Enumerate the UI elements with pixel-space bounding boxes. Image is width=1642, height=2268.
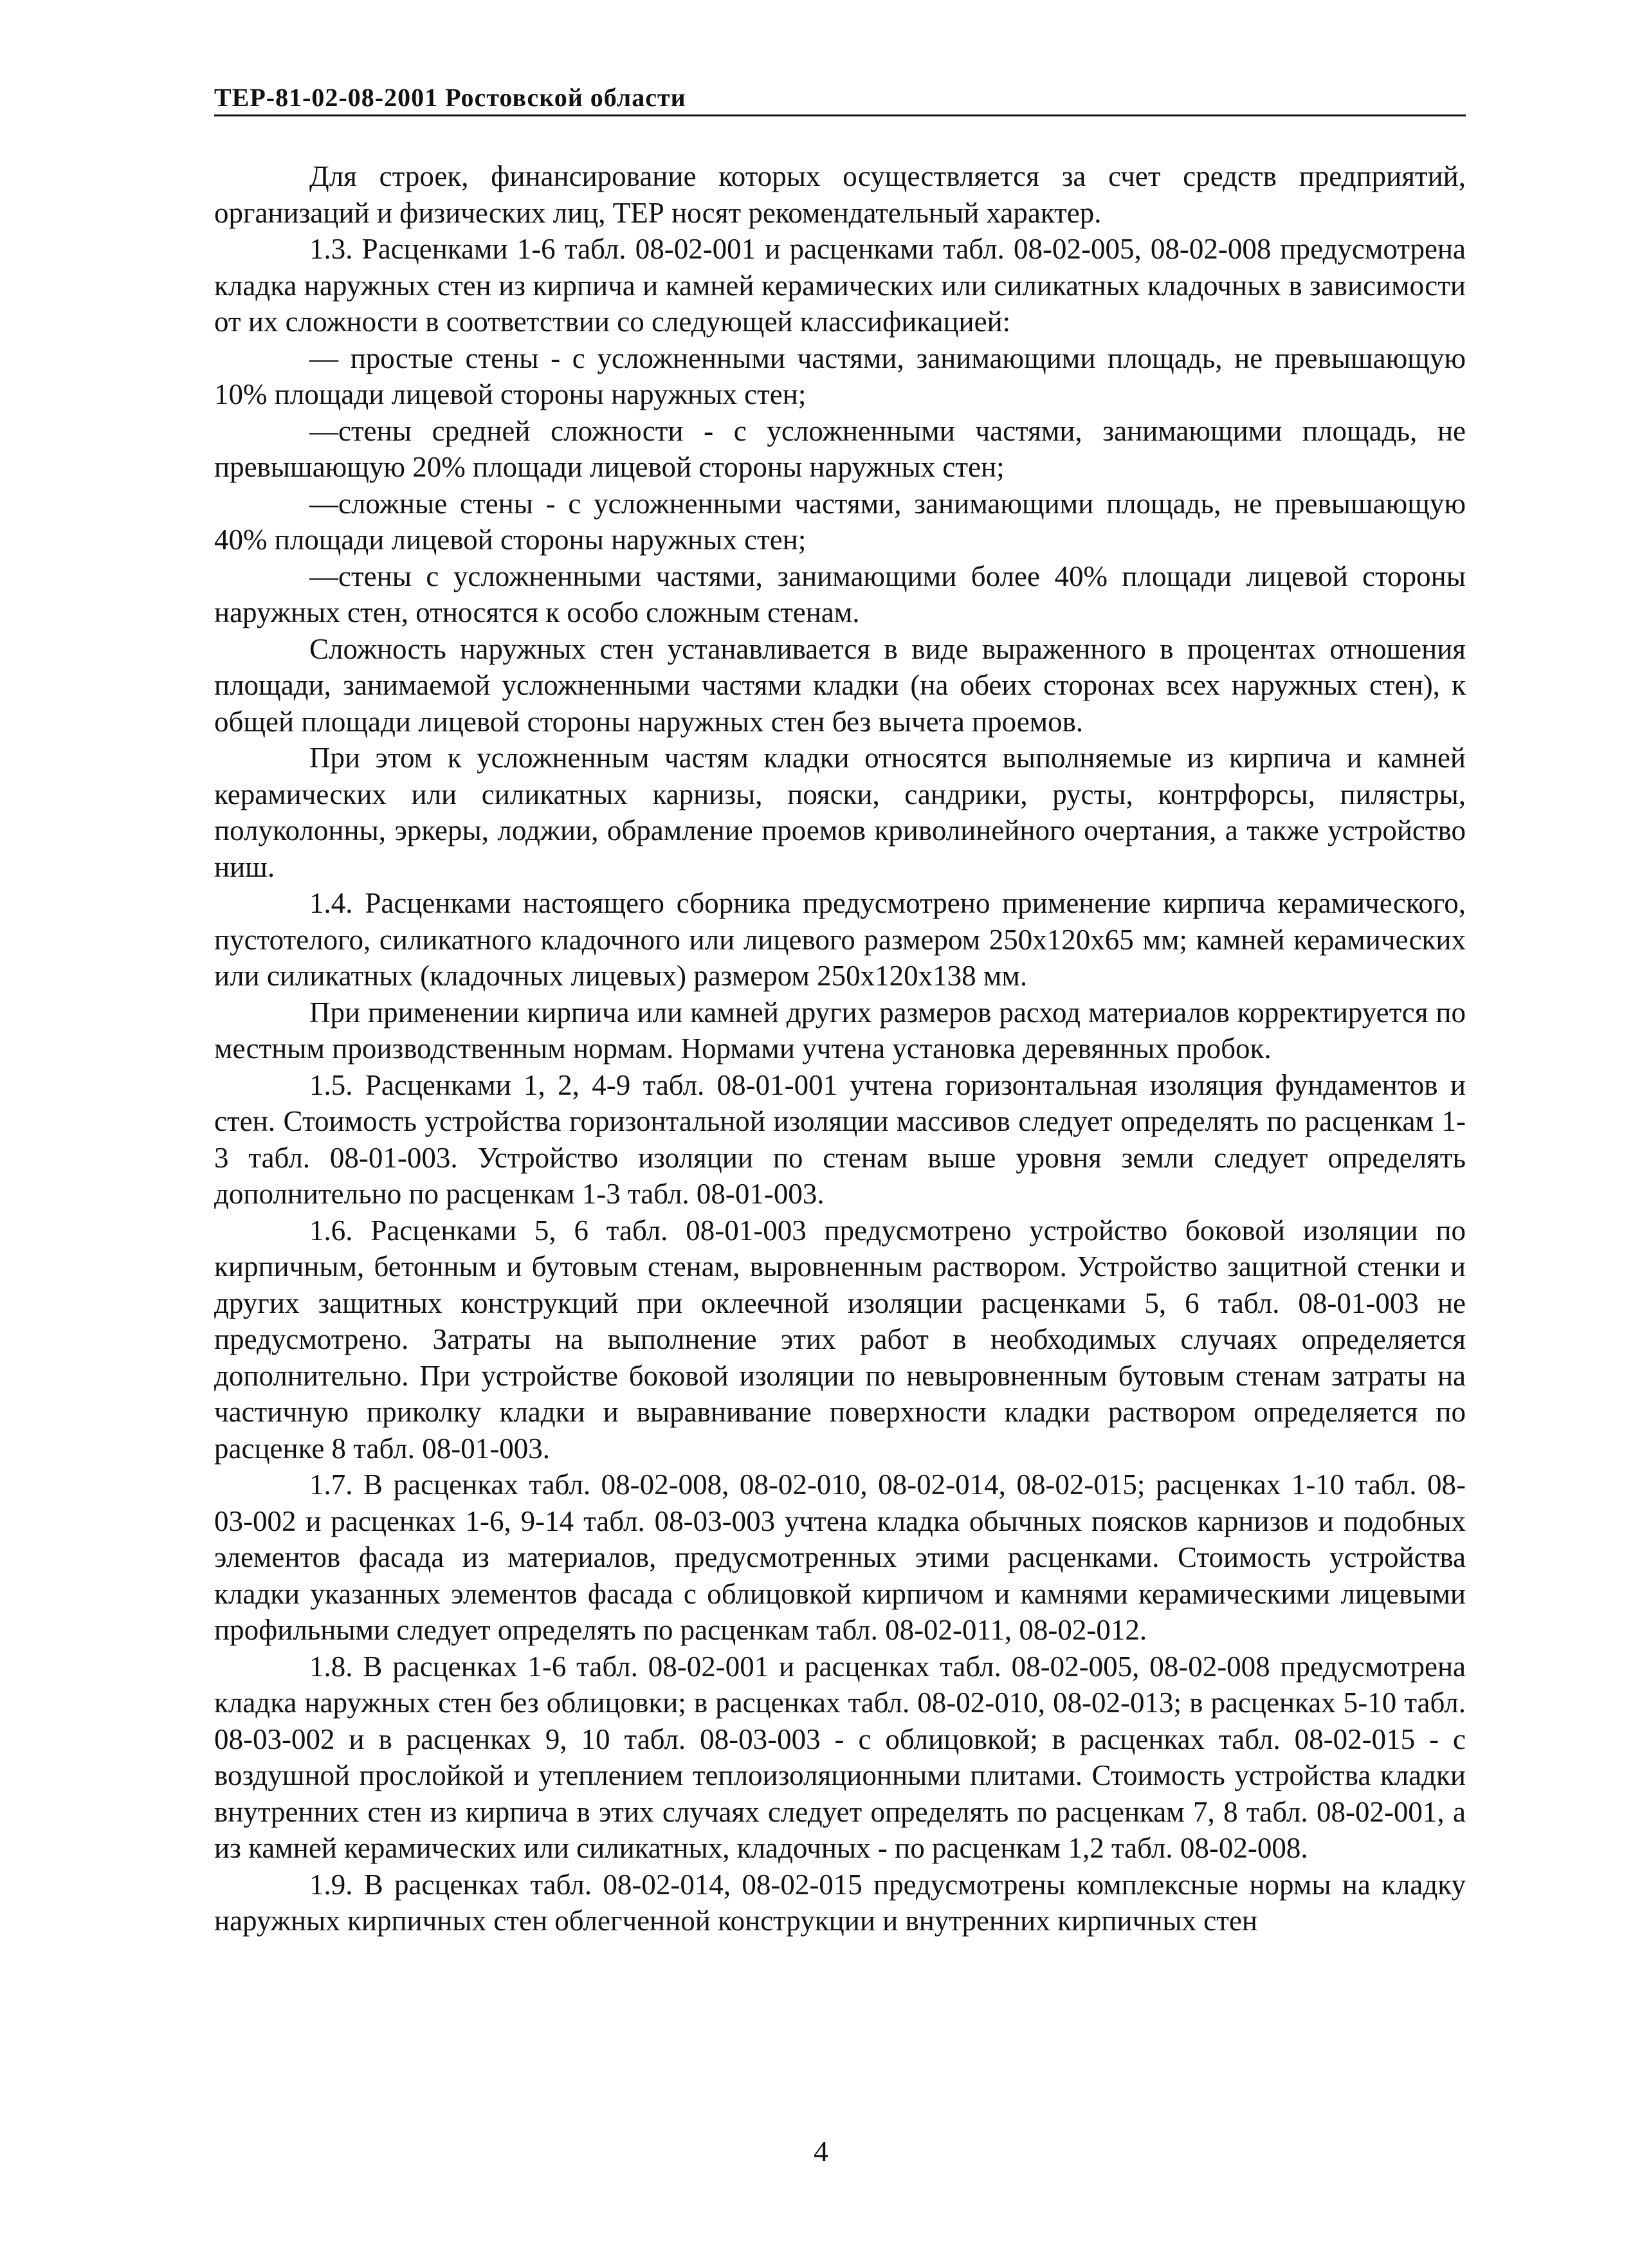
page-number: 4	[814, 2135, 828, 2168]
document-header	[214, 82, 1466, 116]
paragraph: Сложность наружных стен устанавливается в виде выраженного в процентах отношения площади, занимаемой усложненными частями кладки (на обеих сторонах всех наружных стен), к общей площади лицевой стороны наружных стен без вычета проемов.	[214, 632, 1466, 738]
paragraph: 1.4. Расценками настоящего сборника предусмотрено применение кирпича керамического, пустотелого, силикатного кладочного или лицевого размером 250х120х65 мм; камней керамических или силикатных (кладочных лицевых) размером 250х120х138 мм.	[214, 887, 1466, 992]
paragraph: 1.7. В расценках табл. 08-02-008, 08-02-010, 08-02-014, 08-02-015; расценках 1-10 табл. 08-03-002 и расценках 1-6, 9-14 табл. 08-03-003 учтена кладка обычных поясков карнизов и подобных элементов фасада из материалов, предусмотренных этими расценками. Стоимость устройства кладки указанных элементов фасада с облицовкой кирпичом и камнями керамическими лицевыми профильными следует определять по расценкам табл. 08-02-011, 08-02-012.	[214, 1468, 1466, 1646]
list-item: — простые стены - с усложненными частями, занимающими площадь, не превышающую 10% площади лицевой стороны наружных стен;	[214, 342, 1466, 410]
paragraph: 1.9. В расценках табл. 08-02-014, 08-02-015 предусмотрены комплексные нормы на кладку наружных кирпичных стен облегченной конструкции и внутренних кирпичных стен	[214, 1868, 1466, 1937]
paragraph: Для строек, финансирование которых осуществляется за счет средств предприятий, организаций и физических лиц, ТЕР носят рекомендательный характер.	[214, 160, 1466, 229]
list-item: —сложные стены - с усложненными частями, занимающими площадь, не превышающую 40% площади лицевой стороны наружных стен;	[214, 487, 1466, 556]
paragraph: 1.3. Расценками 1-6 табл. 08-02-001 и расценками табл. 08-02-005, 08-02-008 предусмотрена кладка наружных стен из кирпича и камней керамических или силикатных кладочных в зависимости от их сложности в соответствии со следующей классификацией:	[214, 233, 1466, 338]
paragraph: 1.8. В расценках 1-6 табл. 08-02-001 и расценках табл. 08-02-005, 08-02-008 предусмотрена кладка наружных стен без облицовки; в расценках табл. 08-02-010, 08-02-013; в расценках 5-10 табл. 08-03-002 и в расценках 9, 10 табл. 08-03-003 - с облицовкой; в расценках табл. 08-02-015 - с воздушной прослойкой и утеплением теплоизоляционными плитами. Стоимость устройства кладки внутренних стен из кирпича в этих случаях следует определять по расценкам 7, 8 табл. 08-02-001, а из камней керамических или силикатных, кладочных - по расценкам 1,2 табл. 08-02-008.	[214, 1650, 1466, 1864]
paragraph: 1.5. Расценками 1, 2, 4-9 табл. 08-01-001 учтена горизонтальная изоляция фундаментов и стен. Стоимость устройства горизонтальной изоляции массивов следует определять по расценкам 1-3 табл. 08-01-003. Устройство изоляции по стенам выше уровня земли следует определять дополнительно по расценкам 1-3 табл. 08-01-003.	[214, 1068, 1466, 1210]
document-body	[214, 158, 1466, 1939]
list-item: —стены с усложненными частями, занимающими более 40% площади лицевой стороны наружных стен, относятся к особо сложным стенам.	[214, 560, 1466, 628]
header-title: ТЕР-81-02-08-2001 Ростовской области	[214, 83, 686, 112]
list-item: —стены средней сложности - с усложненными частями, занимающими площадь, не превышающую 20% площади лицевой стороны наружных стен;	[214, 414, 1466, 483]
paragraph: При применении кирпича или камней других размеров расход материалов корректируется по местным производственным нормам. Нормами учтена установка деревянных пробок.	[214, 996, 1466, 1065]
paragraph: При этом к усложненным частям кладки относятся выполняемые из кирпича и камней керамических или силикатных карнизы, пояски, сандрики, русты, контрфорсы, пилястры, полуколонны, эркеры, лоджии, обрамление проемов криволинейного очертания, а также устройство ниш.	[214, 742, 1466, 883]
paragraph: 1.6. Расценками 5, 6 табл. 08-01-003 предусмотрено устройство боковой изоляции по кирпичным, бетонным и бутовым стенам, выровненным раствором. Устройство защитной стенки и других защитных конструкций при оклеечной изоляции расценками 5, 6 табл. 08-01-003 не предусмотрено. Затраты на выполнение этих работ в необходимых случаях определяется дополнительно. При устройстве боковой изоляции по невыровненным бутовым стенам затраты на частичную приколку кладки и выравнивание поверхности кладки раствором определяется по расценке 8 табл. 08-01-003.	[214, 1214, 1466, 1465]
